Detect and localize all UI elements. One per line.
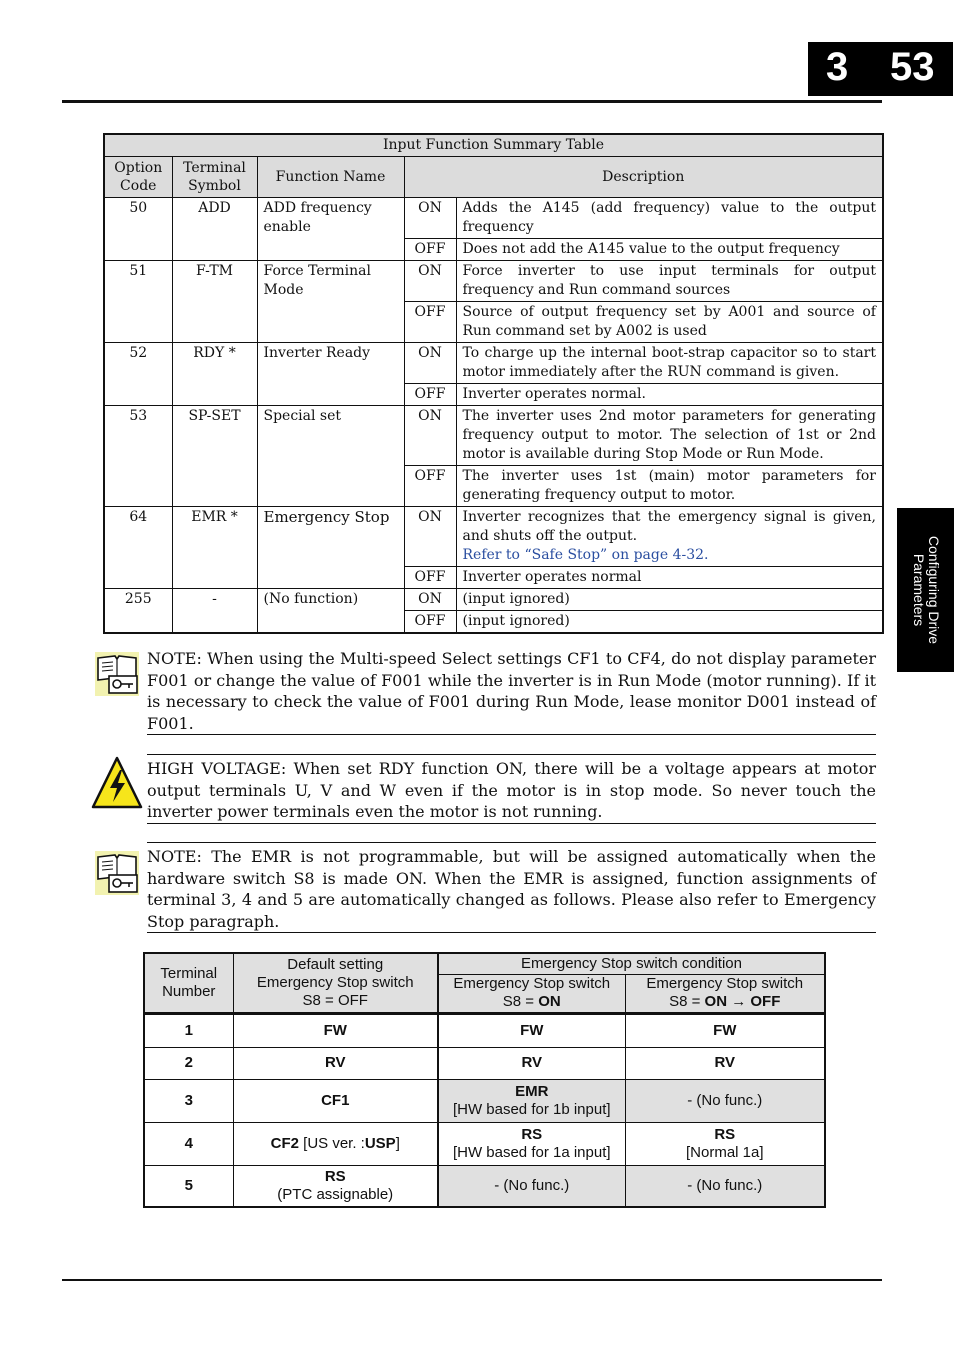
switch-on-off-value: - (No func.) [625, 1165, 825, 1207]
table-row [144, 1165, 825, 1207]
header-function-name: Function Name [257, 157, 404, 198]
option-code: 64 [104, 507, 172, 589]
state-on: ON [404, 198, 456, 239]
on-description: Adds the A145 (add frequency) value to the output frequency [456, 198, 883, 239]
emergency-stop-terminal-table [143, 952, 826, 1208]
switch-on-off-value: FW [713, 1021, 737, 1039]
on-description: The inverter uses 2nd motor parameters for generating frequency output to motor. The selection of 1st or 2nd motor is available during Stop Mode or Run Mode. [456, 406, 883, 466]
table-row [144, 1122, 825, 1165]
option-code: 50 [104, 198, 172, 261]
switch-on-off-value: RS [Normal 1a] [625, 1122, 825, 1165]
on-description-text: Inverter recognizes that the emergency signal is given, and shuts off the output. [462, 509, 876, 544]
option-code: 51 [104, 261, 172, 343]
header-option-code: Option Code [104, 157, 172, 198]
off-description: Inverter operates normal. [456, 384, 883, 406]
off-description: Inverter operates normal [456, 567, 883, 589]
side-tab-label [911, 510, 941, 670]
note-book-icon [93, 650, 141, 698]
input-function-summary-table [103, 133, 884, 634]
note-text: : When using the Multi-speed Select settings CF1 to CF4, do not display parameter F001 or change the value of F001 while the inverter is in Run Mode (motor running). If it is necessary to check the value of F001 during Run Mode, lease monitor D001 instead of F001. [147, 649, 876, 733]
terminal-symbol: - [172, 589, 257, 634]
chapter-number: 3 [826, 45, 849, 89]
side-tab-line2: Parameters [910, 553, 927, 627]
state-off: OFF [404, 567, 456, 589]
on-description: To charge up the internal boot-strap capacitor so to start motor immediately after the RUN command is given. [456, 343, 883, 384]
option-code: 53 [104, 406, 172, 507]
note-label: NOTE [147, 649, 197, 668]
default-value: CF2 [US ver. :USP] [233, 1122, 438, 1165]
state-on: ON [404, 343, 456, 384]
terminal-number: 4 [184, 1134, 193, 1152]
table-row [104, 589, 883, 611]
note-multispeed [147, 648, 876, 735]
state-off: OFF [404, 384, 456, 406]
terminal-symbol: EMR * [172, 507, 257, 589]
function-name: Special set [257, 406, 404, 507]
off-description: Source of output frequency set by A001 and source of Run command set by A002 is used [456, 302, 883, 343]
switch-on-value: FW [520, 1021, 544, 1039]
table-row [144, 1013, 825, 1047]
table-row [104, 261, 883, 302]
header-terminal-symbol: Terminal Symbol [172, 157, 257, 198]
table-row [104, 343, 883, 384]
state-off: OFF [404, 302, 456, 343]
note-label: HIGH VOLTAGE [147, 759, 281, 778]
switch-on-value: RS [HW based for 1a input] [438, 1122, 625, 1165]
terminal-number: 3 [184, 1091, 193, 1109]
header-terminal-number: Terminal Number [144, 953, 233, 1013]
switch-on-value: RV [521, 1054, 543, 1071]
switch-on-off-value: RV [714, 1054, 736, 1071]
state-off: OFF [404, 611, 456, 634]
off-description: The inverter uses 1st (main) motor parameters for generating frequency output to motor. [456, 466, 883, 507]
header-rule [62, 100, 882, 103]
note-book-icon [93, 849, 141, 897]
terminal-number: 1 [184, 1021, 193, 1039]
terminal-symbol: RDY * [172, 343, 257, 406]
default-value: FW [323, 1021, 347, 1039]
function-name: Force Terminal Mode [257, 261, 404, 343]
note-text: : When set RDY function ON, there will be a voltage appears at motor output terminals U, V and W even if the motor is in stop mode. So never touch the inverter power terminals even the motor is not running. [147, 759, 876, 821]
note-divider [147, 754, 876, 755]
on-description [456, 507, 883, 567]
state-off: OFF [404, 466, 456, 507]
table-title: Input Function Summary Table [104, 134, 883, 157]
terminal-symbol: ADD [172, 198, 257, 261]
chapter-page-box [808, 42, 953, 96]
option-code: 255 [104, 589, 172, 634]
option-code: 52 [104, 343, 172, 406]
terminal-number: 2 [184, 1054, 193, 1071]
default-value: CF1 [321, 1091, 350, 1109]
page-number: 53 [890, 45, 935, 89]
table-row [104, 198, 883, 239]
table-row [104, 406, 883, 466]
function-name: Emergency Stop [257, 507, 404, 589]
header-switch-on-off: Emergency Stop switch S8 = ON → OFF [625, 974, 825, 1013]
table-row [144, 1047, 825, 1079]
function-name: ADD frequency enable [257, 198, 404, 261]
default-value: RS (PTC assignable) [233, 1165, 438, 1207]
header-switch-on: Emergency Stop switch S8 = ON [438, 974, 625, 1013]
state-on: ON [404, 589, 456, 611]
note-divider [147, 842, 876, 843]
on-description: (input ignored) [456, 589, 883, 611]
state-on: ON [404, 261, 456, 302]
terminal-number: 5 [184, 1176, 193, 1194]
switch-on-off-value: - (No func.) [625, 1079, 825, 1122]
function-name: (No function) [257, 589, 404, 634]
switch-on-value: - (No func.) [438, 1165, 625, 1207]
note-text: : The EMR is not programmable, but will be assigned automatically when the hardware switch S8 is made ON. When the EMR is assigned, function assignments of terminal 3, 4 and 5 are automatically changed as follows. Please also refer to Emergency Stop paragraph. [147, 847, 876, 931]
high-voltage-warning-icon [91, 755, 143, 811]
table-row [104, 507, 883, 567]
default-value: RV [324, 1054, 346, 1071]
off-description: (input ignored) [456, 611, 883, 634]
on-description: Force inverter to use input terminals for output frequency and Run command sources [456, 261, 883, 302]
terminal-symbol: F-TM [172, 261, 257, 343]
footer-rule [62, 1279, 882, 1281]
safe-stop-link[interactable]: Refer to “Safe Stop” on page 4-32. [462, 547, 709, 563]
state-off: OFF [404, 239, 456, 261]
table-row [144, 1079, 825, 1122]
function-name: Inverter Ready [257, 343, 404, 406]
switch-on-value: EMR [HW based for 1b input] [438, 1079, 625, 1122]
header-switch-condition: Emergency Stop switch condition [438, 953, 825, 974]
note-label: NOTE [147, 847, 197, 866]
terminal-symbol: SP-SET [172, 406, 257, 507]
section-side-tab [897, 508, 954, 672]
side-tab-line1: Configuring Drive [925, 535, 942, 645]
off-description: Does not add the A145 value to the output frequency [456, 239, 883, 261]
state-on: ON [404, 507, 456, 567]
state-on: ON [404, 406, 456, 466]
note-emr [147, 846, 876, 933]
header-description: Description [404, 157, 883, 198]
header-default-setting: Default setting Emergency Stop switch S8 = OFF [233, 953, 438, 1013]
note-high-voltage [147, 758, 876, 824]
